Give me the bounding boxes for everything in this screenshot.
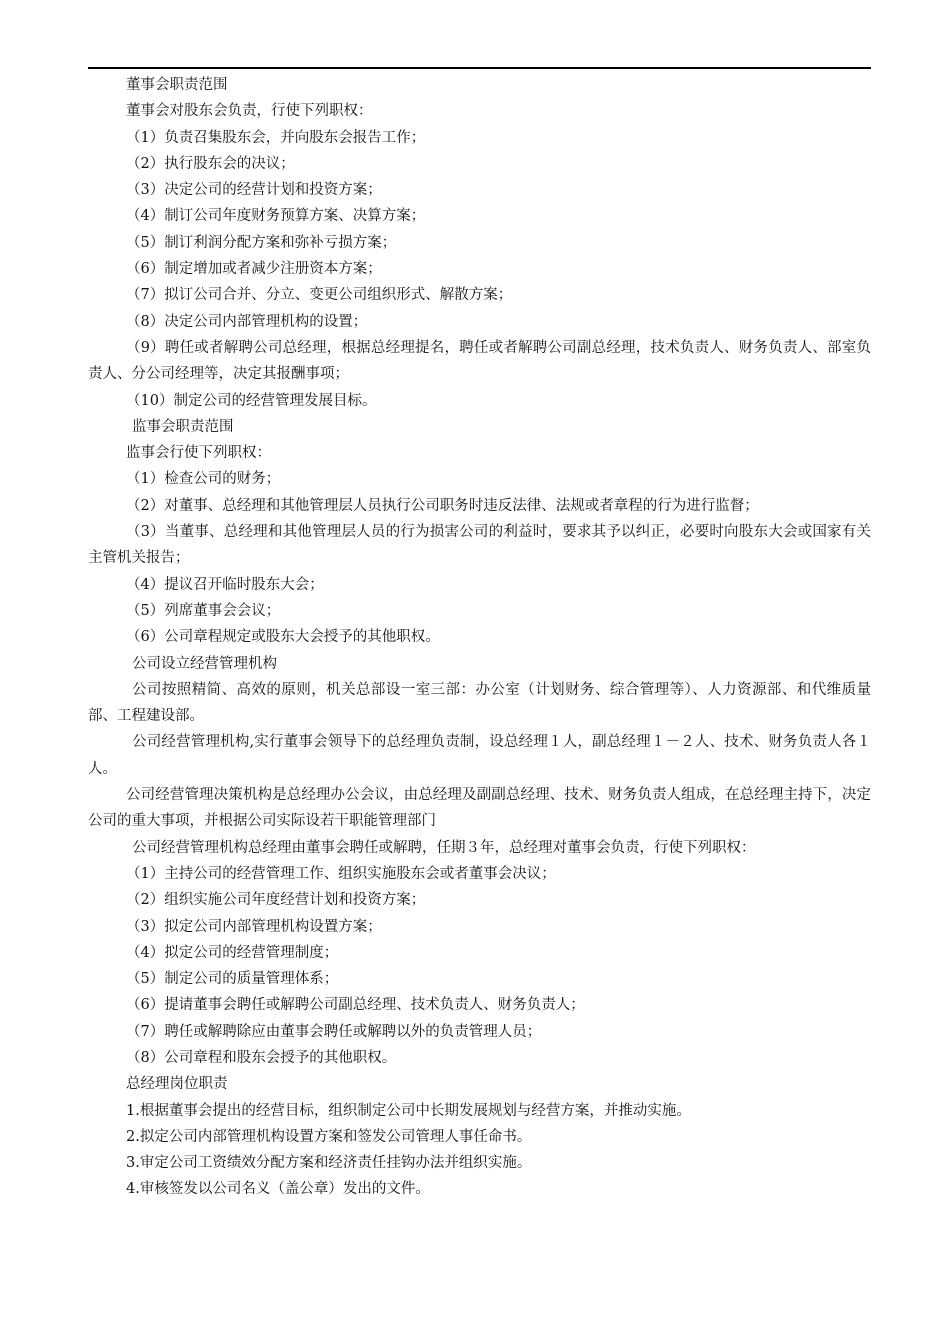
management-paragraph: 公司经营管理机构总经理由董事会聘任或解聘，任期３年，总经理对董事会负责，行使下列职权： [132,839,756,856]
management-item: （6）提请董事会聘任或解聘公司副总经理、技术负责人、财务负责人； [126,997,585,1014]
supervisors-intro: 监事会行使下列职权： [126,445,271,462]
supervisors-item: （4）提议召开临时股东大会； [126,576,324,593]
board-item: （6）制定增加或者减少注册资本方案； [126,261,382,278]
header-rule [88,67,871,69]
board-item: （1）负责召集股东会，并向股东会报告工作； [126,129,426,146]
section-title-supervisors: 监事会职责范围 [132,418,234,435]
management-item: （5）制定公司的质量管理体系； [126,971,339,988]
management-item: （3）拟定公司内部管理机构设置方案； [126,918,382,935]
supervisors-item: （3）当董事、总经理和其他管理层人员的行为损害公司的利益时，要求其予以纠正，必要时向股东大会或国家有关主管机关报告； [88,524,871,567]
management-item: （7）聘任或解聘除应由董事会聘任或解聘以外的负责管理人员； [126,1023,542,1040]
management-paragraph: 公司经营管理机构,实行董事会领导下的总经理负责制，设总经理１人，副总经理１－２人、技术、财务负责人各１人。 [88,734,871,777]
board-item: （5）制订利润分配方案和弥补亏损方案； [126,234,397,251]
board-item: （10）制定公司的经营管理发展目标。 [126,392,377,409]
gm-item: 1.根据董事会提出的经营目标，组织制定公司中长期发展规划与经营方案，并推动实施。 [126,1102,691,1119]
gm-item: 3.审定公司工资绩效分配方案和经济责任挂钩办法并组织实施。 [126,1155,532,1172]
board-item: （8）决定公司内部管理机构的设置； [126,313,368,330]
document-body [88,72,871,1203]
management-item: （4）拟定公司的经营管理制度； [126,944,339,961]
management-paragraph: 公司经营管理决策机构是总经理办公会议，由总经理及副副总经理、技术、财务负责人组成，在总经理主持下，决定公司的重大事项，并根据公司实际设若干职能管理部门 [88,787,871,830]
management-item: （1）主持公司的经营管理工作、组织实施股东会或者董事会决议； [126,865,556,882]
board-item: （3）决定公司的经营计划和投资方案； [126,182,382,199]
supervisors-item: （5）列席董事会会议； [126,602,281,619]
management-paragraph: 公司按照精简、高效的原则，机关总部设一室三部：办公室（计划财务、综合管理等）、人力资源部、和代维质量部、工程建设部。 [88,681,871,725]
management-item: （2）组织实施公司年度经营计划和投资方案； [126,892,426,909]
board-item: （4）制订公司年度财务预算方案、决算方案； [126,208,426,225]
section-title-board: 董事会职责范围 [126,77,228,93]
management-item: （8）公司章程和股东会授予的其他职权。 [126,1049,397,1066]
board-item: （7）拟订公司合并、分立、变更公司组织形式、解散方案； [126,287,513,304]
gm-item: 2.拟定公司内部管理机构设置方案和签发公司管理人事任命书。 [126,1128,532,1145]
board-item: （9）聘任或者解聘公司总经理，根据总经理提名，聘任或者解聘公司副总经理，技术负责人、财务负责人、部室负责人、分公司经理等，决定其报酬事项； [88,339,871,383]
board-item: （2）执行股东会的决议； [126,155,295,172]
board-intro: 董事会对股东会负责，行使下列职权： [126,103,373,120]
section-title-management: 公司设立经营管理机构 [132,655,277,672]
supervisors-item: （1）检查公司的财务； [126,471,281,488]
section-title-gm: 总经理岗位职责 [126,1076,228,1093]
gm-item: 4.审核签发以公司名义（盖公章）发出的文件。 [126,1181,430,1198]
supervisors-item: （6）公司章程规定或股东大会授予的其他职权。 [126,629,440,646]
supervisors-item: （2）对董事、总经理和其他管理层人员执行公司职务时违反法律、法规或者章程的行为进行监督； [126,497,759,514]
